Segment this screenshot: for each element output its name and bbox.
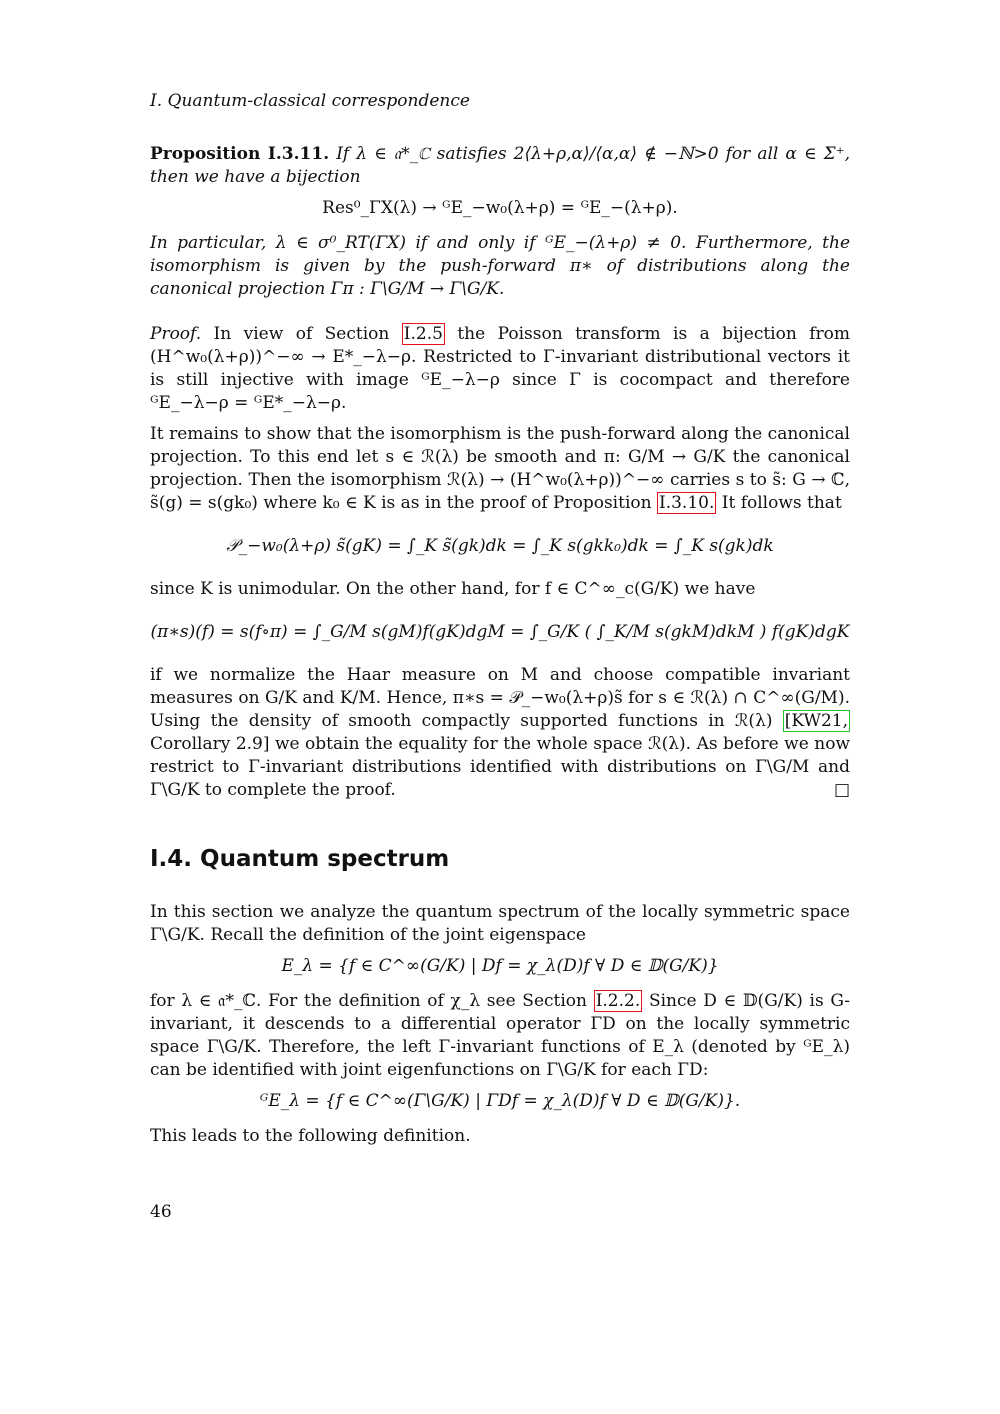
proposition-continuation: In particular, λ ∈ σ⁰_RT(ΓX) if and only if ᴳE_−(λ+ρ) ≠ 0. Furthermore, the isomorphism is given by the push-forward π∗ of distributions along the canonical projection Γπ : Γ\G/M → Γ\G/K. <box>150 233 850 299</box>
section-paragraph-1: In this section we analyze the quantum spectrum of the locally symmetric space Γ\G/K. Recall the definition of the joint eigenspace <box>150 902 850 945</box>
citation-link-KW21[interactable]: [KW21, <box>784 711 849 731</box>
running-head: I. Quantum-classical correspondence <box>150 91 470 111</box>
section-heading: I.4. Quantum spectrum <box>150 846 450 872</box>
proposition-label: Proposition I.3.11. <box>150 144 330 164</box>
proof-paragraph-1 <box>150 323 850 415</box>
section-link-I.2.5[interactable]: I.2.5 <box>403 324 443 344</box>
proof-text-4b: Corollary 2.9] we obtain the equality for the whole space ℛ(λ). As before we now restrict to Γ-invariant distributions identified with distributions on Γ\G/M and Γ\G/K to complete the proof. <box>150 734 850 800</box>
proof-text-2b: It follows that <box>721 493 842 513</box>
proof-equation-1: 𝒫_−w₀(λ+ρ) s̃(gK) = ∫_K s̃(gk)dk = ∫_K s(gkk₀)dk = ∫_K s(gk)dk <box>226 536 774 556</box>
proposition <box>150 143 850 189</box>
page-number: 46 <box>150 1202 172 1222</box>
page-body <box>150 90 850 1156</box>
section-text-2a: for λ ∈ 𝔞*_ℂ. For the definition of χ_λ see Section <box>150 991 587 1011</box>
section-paragraph-3: This leads to the following definition. <box>150 1126 471 1146</box>
proof-paragraph-4 <box>150 664 850 802</box>
proof-equation-2: (π∗s)(f) = s(f∘π) = ∫_G/M s(gM)f(gK)dgM = ∫_G/K ( ∫_K/M s(gkM)dkM ) f(gK)dgK <box>150 622 850 642</box>
proposition-equation: Res⁰_ΓX(λ) → ᴳE_−w₀(λ+ρ) = ᴳE_−(λ+ρ). <box>322 198 678 218</box>
section-equation-1: E_λ = {f ∈ C^∞(G/K) | Df = χ_λ(D)f ∀ D ∈ 𝔻(G/K)} <box>281 956 719 976</box>
proof-paragraph-2 <box>150 423 850 515</box>
proof-label: Proof. <box>150 324 202 344</box>
proof-text-1a: In view of Section <box>213 324 390 344</box>
section-equation-2: ᴳE_λ = {f ∈ C^∞(Γ\G/K) | ΓDf = χ_λ(D)f ∀ D ∈ 𝔻(G/K)}. <box>259 1091 741 1111</box>
section-text-2b: Since D ∈ 𝔻(G/K) is G-invariant, it descends to a differential operator ΓD on the locally symmetric space Γ\G/K. Therefore, the left Γ-invariant functions of E_λ (denoted by ᴳE_λ) can be identified with joint eigenfunctions on Γ\G/K for each ΓD: <box>150 991 850 1080</box>
section-paragraph-2 <box>150 990 850 1082</box>
proof-text-1b: the Poisson transform is a bijection from (H^w₀(λ+ρ))^−∞ → E*_−λ−ρ. Restricted to Γ-invariant distributional vectors it is still injective with image ᴳE_−λ−ρ since Γ is cocompact and therefore ᴳE_−λ−ρ = ᴳE*_−λ−ρ. <box>150 324 850 413</box>
proof-text-2a: It remains to show that the isomorphism is the push-forward along the canonical projection. To this end let s ∈ ℛ(λ) be smooth and π: G/M → G/K the canonical projection. Then the isomorphism ℛ(λ) → (H^w₀(λ+ρ))^−∞ carries s to s̃: G → ℂ, s̃(g) = s(gk₀) where k₀ ∈ K is as in the proof of Proposition <box>150 424 850 513</box>
qed-symbol: □ <box>833 780 850 800</box>
proof-paragraph-3: since K is unimodular. On the other hand, for f ∈ C^∞_c(G/K) we have <box>150 579 756 599</box>
proposition-link-I.3.10[interactable]: I.3.10. <box>658 493 715 513</box>
proof-text-4a: if we normalize the Haar measure on M and choose compatible invariant measures on G/K and K/M. Hence, π∗s = 𝒫_−w₀(λ+ρ)s̃ for s ∈ ℛ(λ) ∩ C^∞(G/M). Using the density of smooth compactly supported functions in ℛ(λ) <box>150 665 850 731</box>
section-link-I.2.2[interactable]: I.2.2. <box>595 991 641 1011</box>
proposition-statement: If λ ∈ 𝔞*_ℂ satisfies 2⟨λ+ρ,α⟩/⟨α,α⟩ ∉ −ℕ>0 for all α ∈ Σ⁺, then we have a bijection <box>150 144 850 187</box>
